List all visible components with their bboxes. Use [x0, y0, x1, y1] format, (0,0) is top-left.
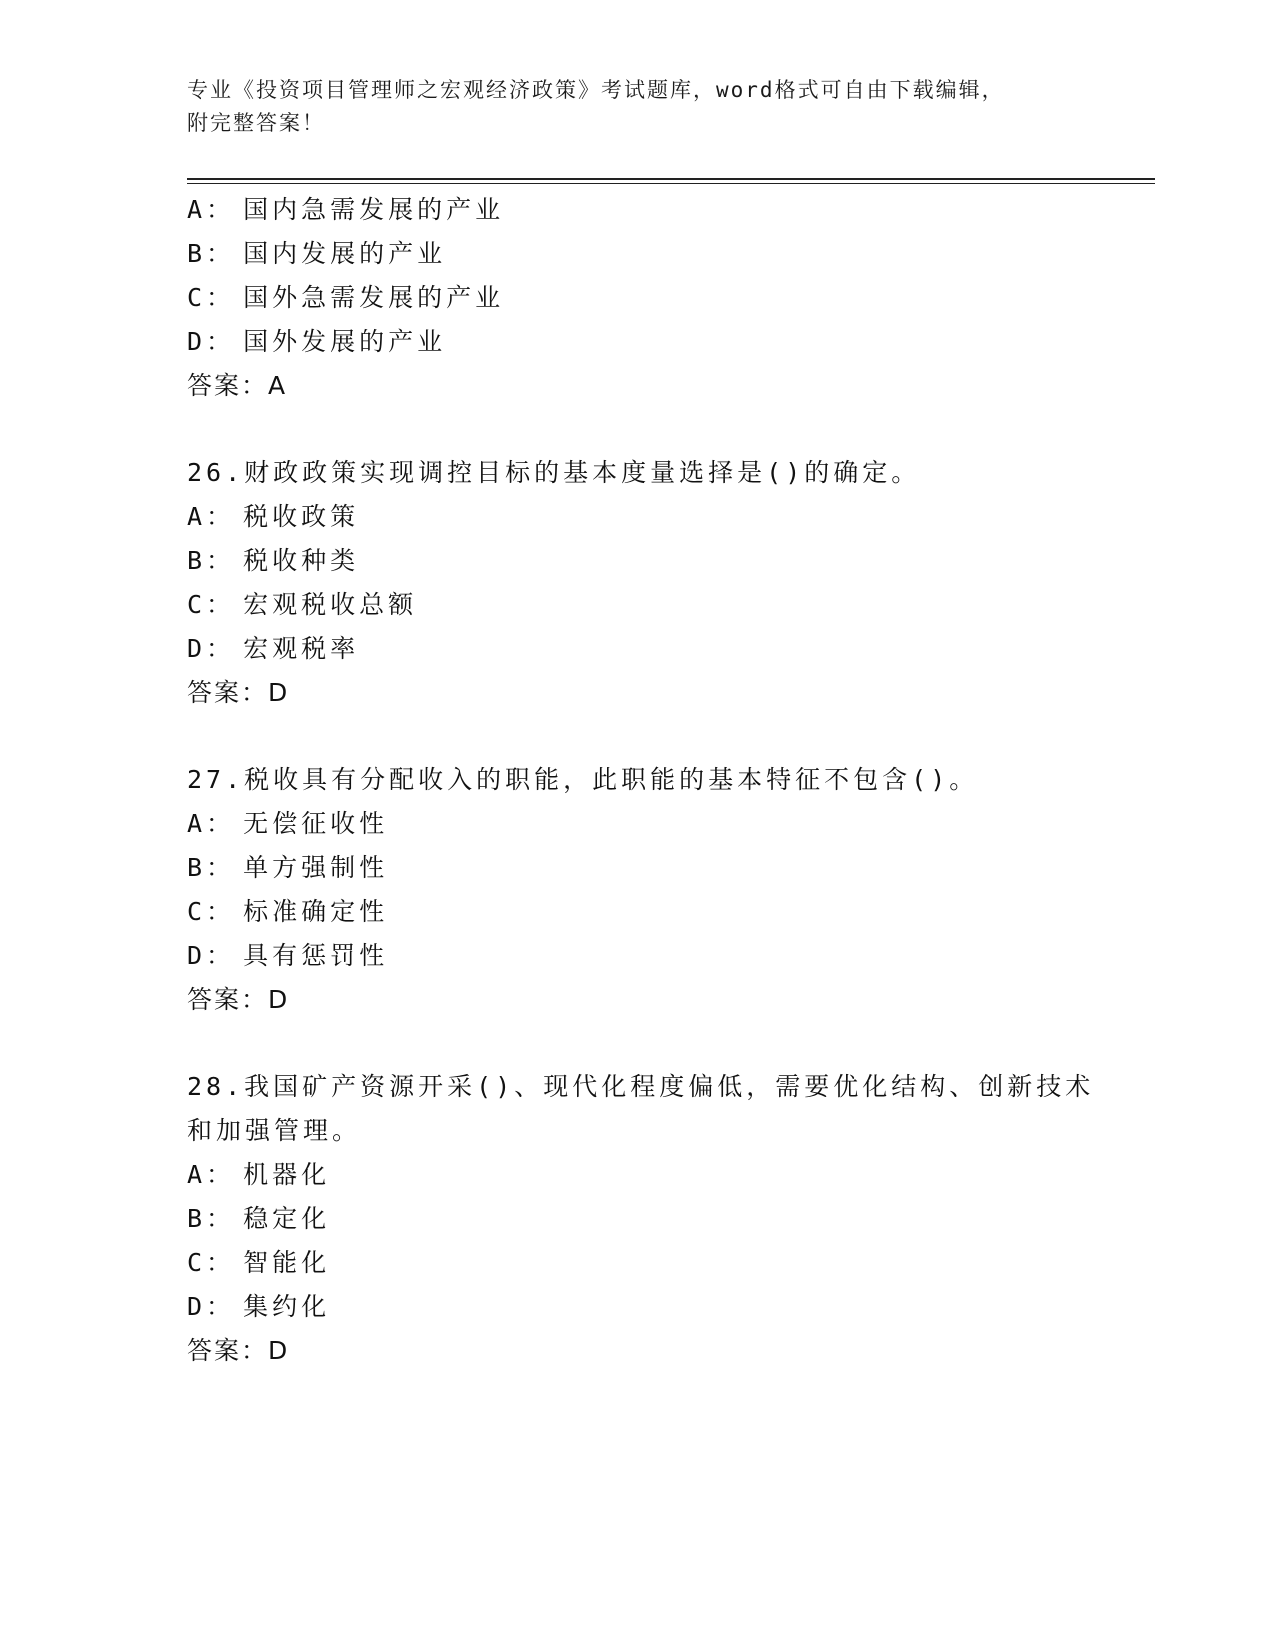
option-c: C： 智能化: [187, 1248, 331, 1277]
option-c: C： 标准确定性: [187, 897, 389, 926]
question-stem: 27.税收具有分配收入的职能，此职能的基本特征不包含()。: [187, 765, 979, 794]
header-divider-thick: [187, 178, 1155, 180]
option-d: D： 集约化: [187, 1292, 331, 1321]
option-b: B： 国内发展的产业: [187, 239, 447, 268]
answer-line: 答案：D: [187, 1336, 290, 1365]
question-stem: 28.我国矿产资源开采()、现代化程度偏低，需要优化结构、创新技术: [187, 1072, 1095, 1101]
header-line-2: 附完整答案！: [187, 111, 325, 135]
option-d: D： 具有惩罚性: [187, 941, 389, 970]
answer-line: 答案：D: [187, 985, 290, 1014]
answer-line: 答案：A: [187, 371, 288, 400]
question-stem: 26.财政政策实现调控目标的基本度量选择是()的确定。: [187, 458, 921, 487]
option-b: B： 税收种类: [187, 546, 360, 575]
option-d: D： 国外发展的产业: [187, 327, 447, 356]
option-d: D： 宏观税率: [187, 634, 360, 663]
option-b: B： 单方强制性: [187, 853, 389, 882]
header-line-1: 专业《投资项目管理师之宏观经济政策》考试题库，word格式可自由下载编辑，: [187, 78, 1005, 102]
option-a: A： 无偿征收性: [187, 809, 389, 838]
question-stem-continued: 和加强管理。: [187, 1116, 362, 1145]
header-divider-thin: [187, 183, 1155, 184]
option-b: B： 稳定化: [187, 1204, 331, 1233]
answer-line: 答案：D: [187, 678, 290, 707]
option-a: A： 税收政策: [187, 502, 360, 531]
option-c: C： 宏观税收总额: [187, 590, 418, 619]
option-a: A： 国内急需发展的产业: [187, 195, 505, 224]
document-header: [187, 74, 1087, 140]
option-a: A： 机器化: [187, 1160, 331, 1189]
option-c: C： 国外急需发展的产业: [187, 283, 505, 312]
